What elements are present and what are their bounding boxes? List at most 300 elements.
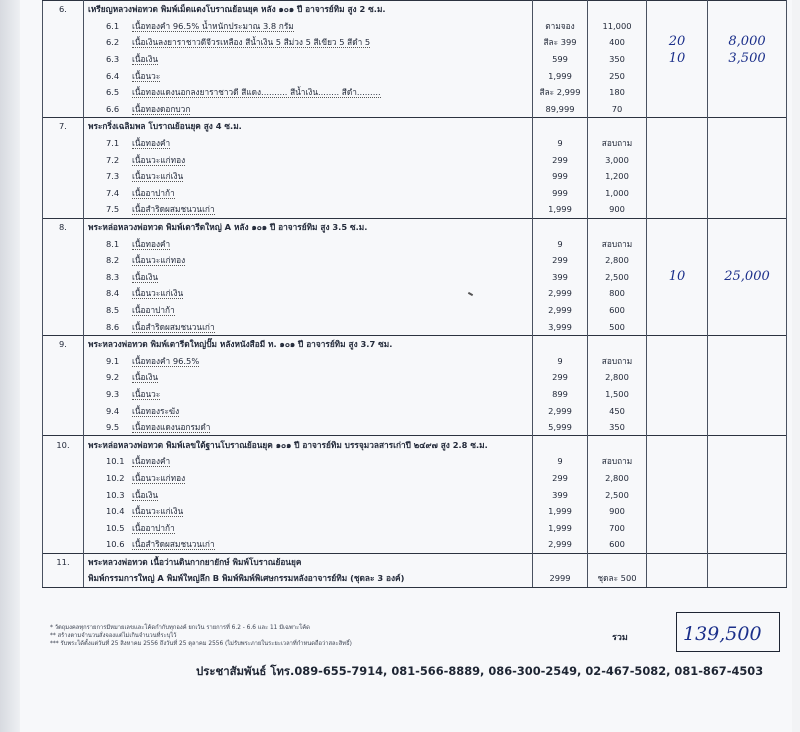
empty-cell (533, 335, 588, 352)
item-price: 999 (533, 185, 588, 202)
item-price: 89,999 (533, 101, 588, 118)
item-row (43, 386, 787, 403)
item-description (84, 519, 533, 536)
item-description (84, 453, 533, 470)
item-value: สอบถาม (588, 135, 647, 152)
item-total-handwritten (708, 352, 787, 369)
item-spacer (43, 285, 84, 302)
item-spacer (43, 51, 84, 68)
item-value: 2,800 (588, 369, 647, 386)
item-row (43, 318, 787, 335)
empty-cell (533, 553, 588, 570)
item-quantity-handwritten (647, 235, 708, 252)
item-number: 6.3 (106, 54, 120, 65)
item-number: 6.1 (106, 20, 120, 31)
empty-cell (588, 118, 647, 135)
item-name: เนื้อนวะ (132, 388, 161, 399)
item-description (84, 369, 533, 386)
item-row (43, 84, 787, 101)
item-price: 2,999 (533, 302, 588, 319)
item-description (84, 51, 533, 68)
item-value: 2,800 (588, 252, 647, 269)
item-price: 399 (533, 269, 588, 286)
item-row (43, 101, 787, 118)
item-number: 8.3 (106, 271, 120, 282)
item-spacer (43, 84, 84, 101)
item-spacer (43, 503, 84, 520)
empty-cell (588, 553, 647, 570)
item-name: เนื้อนวะ (132, 70, 161, 81)
item-number: 6.6 (106, 103, 120, 114)
item-number: 8.5 (106, 304, 120, 315)
item-description (84, 185, 533, 202)
item-name: เนื้อเงิน (132, 54, 159, 65)
group-title: พระหลวงพ่อทวด พิมพ์เตารีดใหญ่ปั๊ม หลังหนังสือมี ท. ๑๐๑ ปี อาจารย์ทิม สูง 3.7 ซม. (84, 335, 533, 352)
item-total-handwritten (708, 235, 787, 252)
item-name: เนื้ออาปาก้า (132, 522, 175, 533)
item-name: เนื้อทองคำ (132, 456, 171, 467)
group-title-row (43, 218, 787, 235)
item-spacer (43, 302, 84, 319)
item-number: 9.1 (106, 355, 120, 366)
item-value: 350 (588, 51, 647, 68)
item11-line-1: พระหลวงพ่อทวด เนื้อว่านดินกากยายักษ์ พิมพ์โบราณย้อนยุค (84, 553, 533, 570)
item-spacer (43, 369, 84, 386)
item-row (43, 536, 787, 553)
item-value: 2,800 (588, 470, 647, 487)
item-description (84, 352, 533, 369)
item-spacer (43, 453, 84, 470)
footnotes (50, 624, 352, 648)
item-quantity-handwritten (647, 369, 708, 386)
item-value: 1,200 (588, 168, 647, 185)
item-price: 2,999 (533, 536, 588, 553)
item-price: 9 (533, 135, 588, 152)
item-price: 299 (533, 151, 588, 168)
item-value: 180 (588, 84, 647, 101)
item-name: เนื้อนวะแก่เงิน (132, 171, 184, 182)
item-description (84, 318, 533, 335)
item-price: 9 (533, 235, 588, 252)
group-title: เหรียญหลวงพ่อทวด พิมพ์เม็ดแตงโบราณย้อนยุค หลัง ๑๐๑ ปี อาจารย์ทิม สูง 2 ซ.ม. (84, 1, 533, 18)
item-number: 8.2 (106, 255, 120, 266)
item-name: เนื้อทองคำ 96.5% (132, 355, 200, 366)
group-title: พระกริ่งเฉลิมพล โบราณย้อนยุค สูง 4 ซ.ม. (84, 118, 533, 135)
empty-cell (708, 436, 787, 453)
item-total-handwritten (708, 470, 787, 487)
item11-price: 2999 (533, 570, 588, 587)
empty-cell (708, 335, 787, 352)
item-quantity-handwritten (647, 519, 708, 536)
item-total-handwritten (708, 519, 787, 536)
group-title-row (43, 1, 787, 18)
grand-total-value: 139,500 (683, 623, 762, 645)
item-row (43, 34, 787, 51)
empty-cell (647, 218, 708, 235)
item-spacer (43, 151, 84, 168)
item-description (84, 201, 533, 218)
empty-cell (588, 436, 647, 453)
item-name: เนื้อนวะแก่ทอง (132, 154, 186, 165)
item-description (84, 536, 533, 553)
empty-cell (647, 1, 708, 18)
item11-row-1 (43, 553, 787, 570)
item-value: 900 (588, 503, 647, 520)
item11-row-2 (43, 570, 787, 587)
item-number: 10.6 (106, 539, 125, 550)
item-value: 250 (588, 67, 647, 84)
item-value: 500 (588, 318, 647, 335)
item-description (84, 34, 533, 51)
group-number: 6. (43, 1, 84, 18)
item-description (84, 235, 533, 252)
item-price: 1,999 (533, 519, 588, 536)
item-spacer (43, 67, 84, 84)
item-spacer (43, 252, 84, 269)
item-spacer (43, 101, 84, 118)
footnote-2: ** สร้างตามจำนวนสั่งจองแต่ไม่เกินจำนวนที่ระบุไว้ (50, 633, 177, 639)
item-name: เนื้ออาปาก้า (132, 187, 175, 198)
empty-cell (533, 436, 588, 453)
group-number: 9. (43, 335, 84, 352)
item-number: 7.5 (106, 204, 120, 215)
item-total-handwritten: 25,000 (708, 269, 787, 286)
item-value: 3,000 (588, 151, 647, 168)
empty-cell (708, 218, 787, 235)
group-number: 11. (43, 553, 84, 570)
item-row (43, 269, 787, 286)
item-description (84, 18, 533, 35)
empty-cell (708, 553, 787, 570)
item-number: 10.4 (106, 506, 125, 517)
item-description (84, 386, 533, 403)
item-total-handwritten (708, 536, 787, 553)
item-number: 6.4 (106, 70, 120, 81)
item-quantity-handwritten: 20 (647, 34, 708, 51)
group-number: 10. (43, 436, 84, 453)
item-description (84, 503, 533, 520)
item-number: 7.3 (106, 171, 120, 182)
item-total-handwritten (708, 18, 787, 35)
item-total-handwritten: 3,500 (708, 51, 787, 68)
empty-cell (708, 118, 787, 135)
page-spine-shadow (0, 0, 20, 732)
item-spacer (43, 34, 84, 51)
item-price: 299 (533, 252, 588, 269)
empty-cell (588, 1, 647, 18)
item-value: 1,500 (588, 386, 647, 403)
item-total-handwritten (708, 419, 787, 436)
empty-cell (533, 1, 588, 18)
item-row (43, 470, 787, 487)
item-quantity-handwritten (647, 252, 708, 269)
item-price: 3,999 (533, 318, 588, 335)
item-number: 8.1 (106, 238, 120, 249)
item-total-handwritten (708, 101, 787, 118)
item-spacer (43, 519, 84, 536)
item-total-handwritten (708, 402, 787, 419)
group-number: 7. (43, 118, 84, 135)
item-row (43, 402, 787, 419)
item-price: 9 (533, 453, 588, 470)
group-title-row (43, 335, 787, 352)
item-quantity-handwritten (647, 302, 708, 319)
item-row (43, 369, 787, 386)
item-spacer (43, 536, 84, 553)
item-row (43, 201, 787, 218)
item-price: 1,999 (533, 201, 588, 218)
item-number: 10.1 (106, 456, 125, 467)
item-name: เนื้ออาปาก้า (132, 304, 175, 315)
item-price: สีละ 399 (533, 34, 588, 51)
item-value: 600 (588, 536, 647, 553)
item-price: 899 (533, 386, 588, 403)
item-price: 5,999 (533, 419, 588, 436)
item-name: เนื้อเงิน (132, 271, 159, 282)
item-quantity-handwritten (647, 185, 708, 202)
item-quantity-handwritten (647, 470, 708, 487)
item-price: 9 (533, 352, 588, 369)
item-name: เนื้อนวะแก่ทอง (132, 472, 186, 483)
item-quantity-handwritten (647, 318, 708, 335)
item-value: 11,000 (588, 18, 647, 35)
item-quantity-handwritten (647, 503, 708, 520)
item-name: เนื้อนวะแก่เงิน (132, 506, 184, 517)
item-number: 10.3 (106, 489, 125, 500)
item-number: 10.5 (106, 522, 125, 533)
item-quantity-handwritten (647, 386, 708, 403)
item-value: 450 (588, 402, 647, 419)
item-quantity-handwritten (647, 352, 708, 369)
item-number: 9.4 (106, 405, 120, 416)
empty-cell (708, 570, 787, 587)
item-price: 299 (533, 369, 588, 386)
item-quantity-handwritten: 10 (647, 51, 708, 68)
item-spacer (43, 486, 84, 503)
item-quantity-handwritten (647, 402, 708, 419)
item-value: 600 (588, 302, 647, 319)
empty-cell (647, 118, 708, 135)
item-number: 6.5 (106, 87, 120, 98)
item-value: 400 (588, 34, 647, 51)
item-number: 7.4 (106, 187, 120, 198)
item-row (43, 67, 787, 84)
item-value: 2,500 (588, 269, 647, 286)
item-number: 9.2 (106, 372, 120, 383)
item-spacer (43, 135, 84, 152)
item-quantity-handwritten (647, 285, 708, 302)
item-number: 8.4 (106, 288, 120, 299)
empty-cell (647, 335, 708, 352)
item-description (84, 285, 533, 302)
item-total-handwritten (708, 168, 787, 185)
item-price: 999 (533, 168, 588, 185)
item-row (43, 151, 787, 168)
item-price: สีละ 2,999 (533, 84, 588, 101)
empty-cell (708, 1, 787, 18)
item-description (84, 151, 533, 168)
item-value: สอบถาม (588, 352, 647, 369)
item-name: เนื้อทองคำ 96.5% น้ำหนักประมาณ 3.8 กรัม (132, 20, 294, 31)
item-total-handwritten (708, 201, 787, 218)
item-name: เนื้อทองคำ (132, 138, 171, 149)
item-description (84, 470, 533, 487)
item-row (43, 486, 787, 503)
item-value: 350 (588, 419, 647, 436)
item-row (43, 252, 787, 269)
item-number: 10.2 (106, 472, 125, 483)
item-value: 800 (588, 285, 647, 302)
item-total-handwritten (708, 67, 787, 84)
item-number: 9.5 (106, 422, 120, 433)
item-name: เนื้อสำริดผสมชนวนเก่า (132, 539, 215, 550)
total-label: รวม (612, 633, 628, 643)
item-price: 299 (533, 470, 588, 487)
item-total-handwritten (708, 486, 787, 503)
item-description (84, 302, 533, 319)
item-name: เนื้อทองระฆัง (132, 405, 180, 416)
item-total-handwritten (708, 135, 787, 152)
item-row (43, 51, 787, 68)
item-quantity-handwritten (647, 101, 708, 118)
item-description (84, 67, 533, 84)
item-spacer (43, 18, 84, 35)
item-quantity-handwritten (647, 168, 708, 185)
item-name: เนื้อทองแดงนอกรมดำ (132, 422, 211, 433)
item-total-handwritten (708, 503, 787, 520)
item-spacer (43, 419, 84, 436)
item-description (84, 84, 533, 101)
item-description (84, 101, 533, 118)
item-name: เนื้อสำริดผสมชนวนเก่า (132, 321, 215, 332)
item-quantity-handwritten (647, 201, 708, 218)
item-spacer (43, 402, 84, 419)
item-number: 7.1 (106, 138, 120, 149)
item-total-handwritten (708, 318, 787, 335)
item-quantity-handwritten (647, 453, 708, 470)
empty-cell (533, 218, 588, 235)
item-number: 8.6 (106, 321, 120, 332)
item-value: 1,000 (588, 185, 647, 202)
item-quantity-handwritten (647, 67, 708, 84)
item-number: 6.2 (106, 37, 120, 48)
item-name: เนื้อทองดอกบวก (132, 103, 191, 114)
item-quantity-handwritten (647, 536, 708, 553)
footnote-3: *** รับพระได้ตั้งแต่วันที่ 25 สิงหาคม 2556 ถึงวันที่ 25 ตุลาคม 2556 (ไม่รับพระภายในระยะเวลาที่กำหนดถือว่าสละสิทธิ์) (50, 641, 352, 647)
item-name: เนื้อสำริดผสมชนวนเก่า (132, 204, 215, 215)
item-total-handwritten (708, 252, 787, 269)
item-quantity-handwritten (647, 151, 708, 168)
item-price: 599 (533, 51, 588, 68)
item-description (84, 252, 533, 269)
item-total-handwritten (708, 453, 787, 470)
item-quantity-handwritten: 10 (647, 269, 708, 286)
item11-line-2: พิมพ์กรรมการใหญ่ A พิมพ์ใหญ่ลึก B พิมพ์พิมพ์พิเศษกรรมหลังอาจารย์ทิม (ชุดละ 3 องค์) (84, 570, 533, 587)
item-number: 7.2 (106, 154, 120, 165)
item-total-handwritten (708, 369, 787, 386)
empty-cell (588, 218, 647, 235)
empty-cell (588, 335, 647, 352)
footnote-1: * วัตถุมงคลทุกรายการมีหมายเลขและโค้ดกำกับทุกองค์ ยกเว้น รายการที่ 6.2 - 6.6 และ 11 มีเฉพาะโค้ด (50, 625, 310, 631)
item-row (43, 503, 787, 520)
item-description (84, 402, 533, 419)
item-spacer (43, 269, 84, 286)
item-name: เนื้อเงิน (132, 372, 159, 383)
item-price: 2,999 (533, 402, 588, 419)
item-value: 700 (588, 519, 647, 536)
item-name: เนื้อนวะแก่ทอง (132, 255, 186, 266)
item-row (43, 302, 787, 319)
item-total-handwritten (708, 185, 787, 202)
item-price: 1,999 (533, 67, 588, 84)
item-number: 9.3 (106, 388, 120, 399)
item-price: ตามจอง (533, 18, 588, 35)
item-row (43, 235, 787, 252)
item-value: 70 (588, 101, 647, 118)
item-row (43, 185, 787, 202)
item-quantity-handwritten (647, 486, 708, 503)
group-title: พระหล่อหลวงพ่อทวด พิมพ์เตารีดใหญ่ A หลัง ๑๐๑ ปี อาจารย์ทิม สูง 3.5 ซ.ม. (84, 218, 533, 235)
empty-cell (647, 436, 708, 453)
grand-total-box (676, 612, 780, 652)
item-spacer (43, 318, 84, 335)
item-description (84, 135, 533, 152)
item-total-handwritten (708, 84, 787, 101)
item-quantity-handwritten (647, 84, 708, 101)
item-total-handwritten (708, 302, 787, 319)
item-row (43, 135, 787, 152)
item-name: เนื้อเงิน (132, 489, 159, 500)
item-spacer (43, 185, 84, 202)
item-price: 2,999 (533, 285, 588, 302)
item-row (43, 419, 787, 436)
group-title-row (43, 118, 787, 135)
item-price: 399 (533, 486, 588, 503)
item-spacer (43, 386, 84, 403)
item-description (84, 486, 533, 503)
item-spacer (43, 201, 84, 218)
item-quantity-handwritten (647, 419, 708, 436)
item-value: 900 (588, 201, 647, 218)
item11-value: ชุดละ 500 (588, 570, 647, 587)
item-total-handwritten (708, 151, 787, 168)
item-description (84, 419, 533, 436)
item-name: เนื้อทองคำ (132, 238, 171, 249)
item-description (84, 269, 533, 286)
item-description (84, 168, 533, 185)
item-price: 1,999 (533, 503, 588, 520)
item-quantity-handwritten (647, 18, 708, 35)
item-total-handwritten (708, 386, 787, 403)
group-title: พระหล่อหลวงพ่อทวด พิมพ์เลขใต้ฐานโบราณย้อนยุค ๑๐๑ ปี อาจารย์ทิม บรรจุมวลสารเก่าปี ๒๔๙๗ สูง 2.8 ซ.ม. (84, 436, 533, 453)
item-spacer (43, 570, 84, 587)
empty-cell (533, 118, 588, 135)
item-name: เนื้อเงินลงยาราชาวดีจีวรเหลือง สีน้ำเงิน 5 สีม่วง 5 สีเขียว 5 สีดำ 5 (132, 37, 371, 48)
item-quantity-handwritten (647, 135, 708, 152)
empty-cell (647, 553, 708, 570)
contact-phones: ประชาสัมพันธ์ โทร.089-655-7914, 081-566-8889, 086-300-2549, 02-467-5082, 081-867-4503 (196, 664, 764, 678)
item-row (43, 519, 787, 536)
group-number: 8. (43, 218, 84, 235)
item-row (43, 453, 787, 470)
item-name: เนื้อทองแดงนอกลงยาราชาวดี สีแดง.......... สีน้ำเงิน........ สีดำ......... (132, 87, 381, 98)
item-spacer (43, 168, 84, 185)
item-value: สอบถาม (588, 453, 647, 470)
item-name: เนื้อนวะแก่เงิน (132, 288, 184, 299)
item-value: สอบถาม (588, 235, 647, 252)
item-row (43, 18, 787, 35)
item-row (43, 285, 787, 302)
